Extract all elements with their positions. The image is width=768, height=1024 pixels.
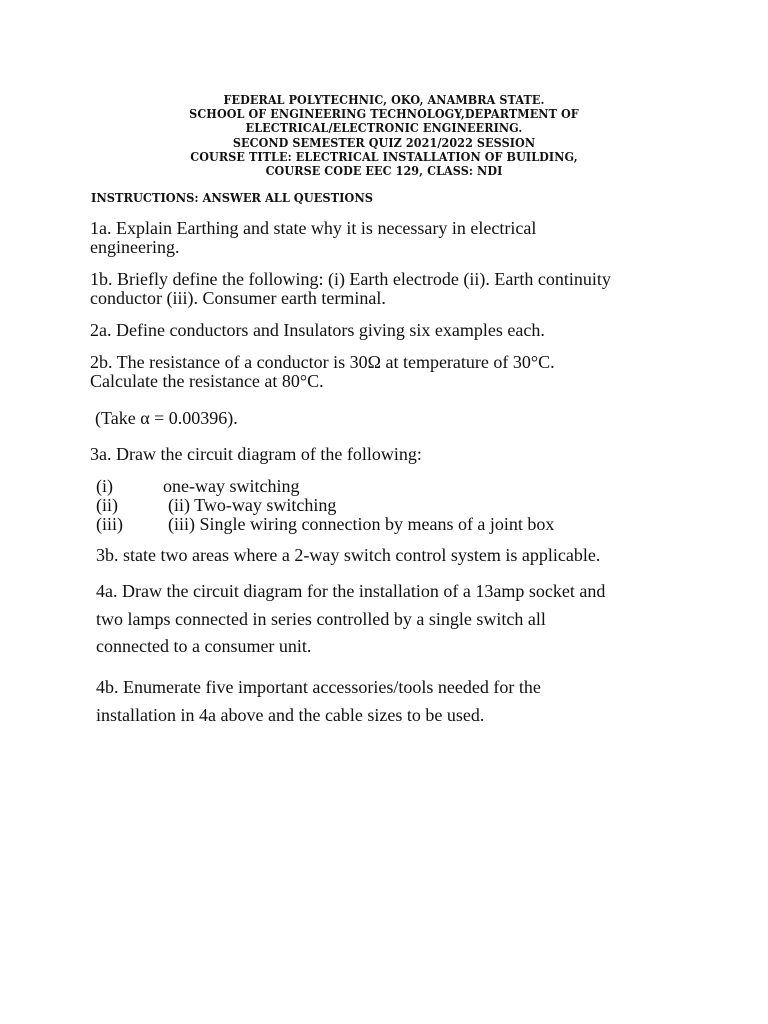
question-4a-line-2: two lamps connected in series controlled by a single switch all [96,608,546,629]
question-1a [90,219,536,256]
list-item-number: (iii) [96,514,123,534]
list-item-text: (iii) Single wiring connection by means of a joint box [168,514,555,534]
list-item-number: (ii) [96,495,118,515]
question-2b-line-2: Calculate the resistance at 80°C. [90,370,324,391]
question-2b [90,353,555,390]
question-3a: 3a. Draw the circuit diagram of the following: [90,444,422,464]
question-4a-line-1: 4a. Draw the circuit diagram for the installation of a 13amp socket and [96,581,606,601]
list-item-number: (i) [96,476,113,496]
instructions: INSTRUCTIONS: ANSWER ALL QUESTIONS [91,191,374,205]
list-item-text: one-way switching [163,476,300,496]
question-4a [96,578,605,661]
question-1a-line-1: 1a. Explain Earthing and state why it is necessary in electrical [90,218,537,238]
question-2b-line-1: 2b. The resistance of a conductor is 30Ω at temperature of 30°C. [90,352,555,372]
question-3b: 3b. state two areas where a 2-way switch control system is applicable. [96,545,601,565]
question-1b [90,270,611,307]
header-line-course-code: COURSE CODE EEC 129, CLASS: NDI [265,164,503,179]
question-2a-line-1: 2a. Define conductors and Insulators giving six examples each. [90,320,545,340]
header-line-institution: FEDERAL POLYTECHNIC, OKO, ANAMBRA STATE. [223,93,545,107]
list-item-text: (ii) Two-way switching [168,495,337,515]
header-line-course-title: COURSE TITLE: ELECTRICAL INSTALLATION OF BUILDING, [190,149,578,164]
question-4b [96,674,541,729]
question-4b-line-2: installation in 4a above and the cable sizes to be used. [96,704,485,725]
question-1b-line-2: conductor (iii). Consumer earth terminal. [90,287,386,308]
header-line-session: SECOND SEMESTER QUIZ 2021/2022 SESSION [232,135,536,150]
question-4b-line-1: 4b. Enumerate five important accessories/tools needed for the [96,677,541,697]
question-1b-line-1: 1b. Briefly define the following: (i) Earth electrode (ii). Earth continuity [90,269,611,289]
header-line-school: SCHOOL OF ENGINEERING TECHNOLOGY,DEPARTMENT OF [189,107,579,122]
document-header [27,93,741,178]
header-line-department: ELECTRICAL/ELECTRONIC ENGINEERING. [245,121,523,136]
take-alpha-note: (Take α = 0.00396). [95,408,238,428]
question-1a-line-2: engineering. [90,236,180,257]
question-4a-line-3: connected to a consumer unit. [96,636,312,656]
question-2a [90,321,545,340]
